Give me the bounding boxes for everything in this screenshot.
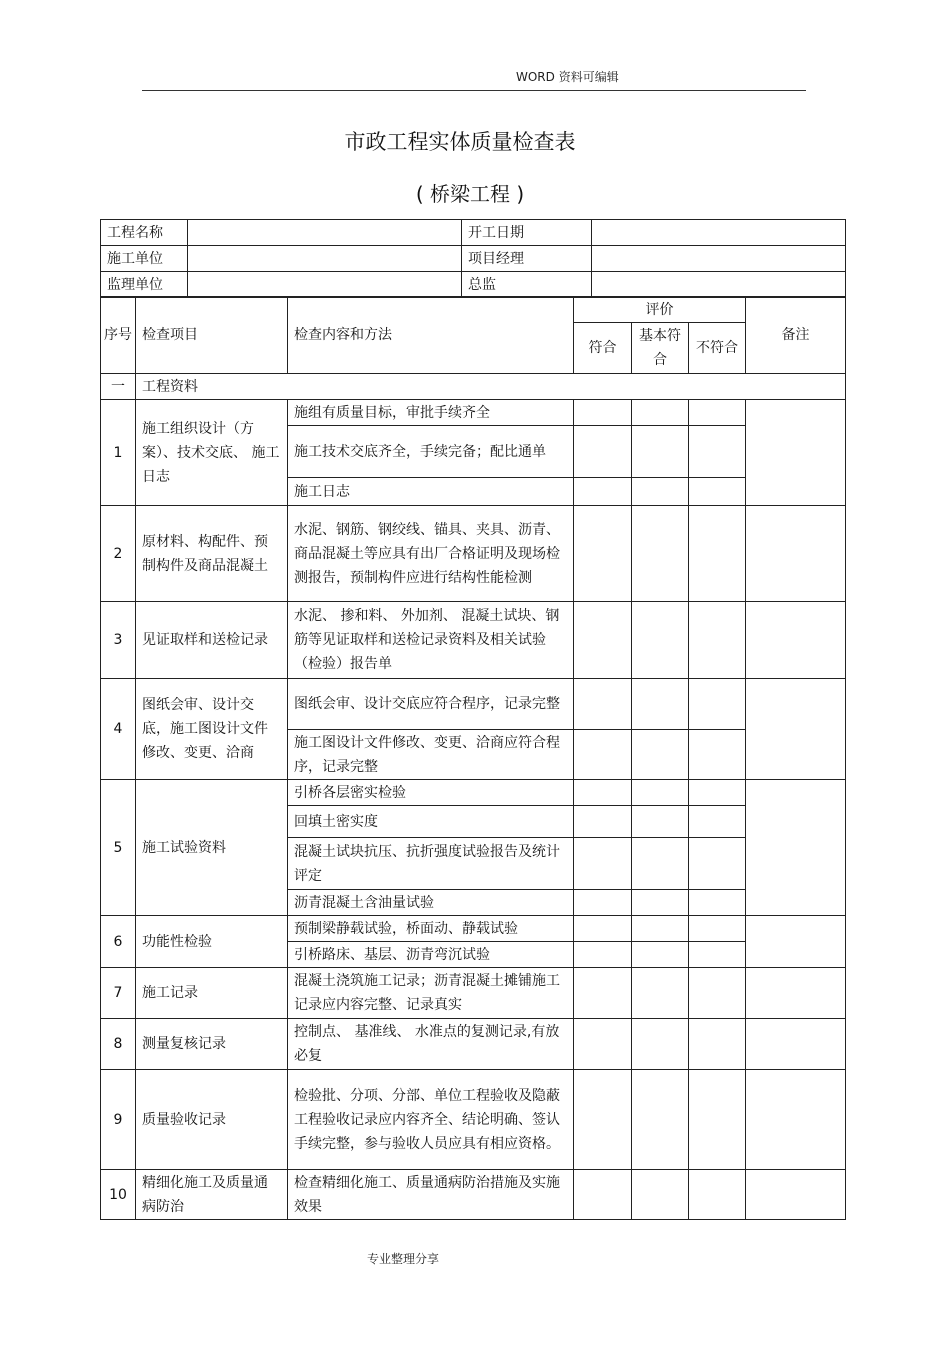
table-row <box>101 916 846 942</box>
check-content: 水泥、钢筋、钢绞线、锚具、夹具、沥青、商品混凝土等应具有出厂合格证明及现场检测报告，预制构件应进行结构性能检测 <box>288 506 574 602</box>
table-row <box>101 400 846 426</box>
not-conform-cell[interactable] <box>689 1070 746 1170</box>
section-row <box>101 374 846 400</box>
not-conform-cell[interactable] <box>689 426 746 478</box>
not-conform-cell[interactable] <box>689 838 746 890</box>
row-number: 3 <box>101 602 136 679</box>
check-item: 图纸会审、设计交底，施工图设计文件修改、变更、洽商 <box>136 679 288 780</box>
project-name-value[interactable] <box>188 220 462 246</box>
table-row <box>101 602 846 679</box>
row-number: 10 <box>101 1170 136 1220</box>
project-info-table <box>100 219 846 298</box>
conform-cell[interactable] <box>574 1019 632 1070</box>
basic-conform-cell[interactable] <box>632 1019 689 1070</box>
basic-conform-cell[interactable] <box>632 426 689 478</box>
check-content: 控制点、 基准线、 水准点的复测记录,有放必复 <box>288 1019 574 1070</box>
remarks-cell[interactable] <box>746 400 846 506</box>
row-number: 8 <box>101 1019 136 1070</box>
info-row <box>101 246 846 272</box>
not-conform-cell[interactable] <box>689 942 746 968</box>
check-content: 施组有质量目标，审批手续齐全 <box>288 400 574 426</box>
check-content: 引桥各层密实检验 <box>288 780 574 806</box>
page-subtitle: ( 桥梁工程 ) <box>415 182 525 206</box>
check-item: 施工试验资料 <box>136 780 288 916</box>
col-method-header: 检查内容和方法 <box>288 297 574 374</box>
table-row <box>101 1170 846 1220</box>
table-row <box>101 1019 846 1070</box>
remarks-cell[interactable] <box>746 1170 846 1220</box>
project-manager-value[interactable] <box>592 246 846 272</box>
page-title: 市政工程实体质量检查表 <box>344 130 576 154</box>
row-number: 1 <box>101 400 136 506</box>
not-conform-cell[interactable] <box>689 400 746 426</box>
check-content: 沥青混凝土含油量试验 <box>288 890 574 916</box>
basic-conform-cell[interactable] <box>632 1170 689 1220</box>
basic-conform-cell[interactable] <box>632 1070 689 1170</box>
not-conform-cell[interactable] <box>689 1019 746 1070</box>
row-number: 5 <box>101 780 136 916</box>
table-row <box>101 679 846 730</box>
conform-cell[interactable] <box>574 942 632 968</box>
supervision-unit-value[interactable] <box>188 272 462 298</box>
conform-cell[interactable] <box>574 478 632 506</box>
section-number: 一 <box>101 374 136 400</box>
table-row <box>101 1070 846 1170</box>
table-row <box>101 506 846 602</box>
row-number: 9 <box>101 1070 136 1170</box>
conform-cell[interactable] <box>574 1070 632 1170</box>
remarks-cell[interactable] <box>746 602 846 679</box>
remarks-cell[interactable] <box>746 916 846 968</box>
check-item: 测量复核记录 <box>136 1019 288 1070</box>
conform-cell[interactable] <box>574 890 632 916</box>
start-date-value[interactable] <box>592 220 846 246</box>
basic-conform-cell[interactable] <box>632 506 689 602</box>
basic-conform-cell[interactable] <box>632 838 689 890</box>
check-item: 功能性检验 <box>136 916 288 968</box>
section-title: 工程资料 <box>136 374 846 400</box>
not-conform-cell[interactable] <box>689 916 746 942</box>
check-content: 混凝土试块抗压、抗折强度试验报告及统计评定 <box>288 838 574 890</box>
check-item: 见证取样和送检记录 <box>136 602 288 679</box>
check-content: 施工图设计文件修改、变更、洽商应符合程序，记录完整 <box>288 730 574 780</box>
conform-cell[interactable] <box>574 780 632 806</box>
check-item: 施工组织设计（方案）、技术交底、 施工日志 <box>136 400 288 506</box>
row-number: 6 <box>101 916 136 968</box>
construction-unit-label: 施工单位 <box>101 246 188 272</box>
check-item: 质量验收记录 <box>136 1070 288 1170</box>
conform-cell[interactable] <box>574 602 632 679</box>
footer-note: 专业整理分享 <box>367 1252 440 1266</box>
conform-cell[interactable] <box>574 400 632 426</box>
chief-supervisor-label: 总监 <box>462 272 592 298</box>
check-item: 精细化施工及质量通病防治 <box>136 1170 288 1220</box>
not-conform-cell[interactable] <box>689 506 746 602</box>
conform-cell[interactable] <box>574 968 632 1019</box>
basic-conform-cell[interactable] <box>632 806 689 838</box>
check-content: 检验批、分项、分部、单位工程验收及隐蔽工程验收记录应内容齐全、结论明确、签认手续完整，参与验收人员应具有相应资格。 <box>288 1070 574 1170</box>
basic-conform-cell[interactable] <box>632 602 689 679</box>
remarks-cell[interactable] <box>746 1070 846 1170</box>
conform-cell[interactable] <box>574 506 632 602</box>
basic-conform-cell[interactable] <box>632 916 689 942</box>
basic-conform-cell[interactable] <box>632 478 689 506</box>
col-remarks-header: 备注 <box>746 297 846 374</box>
check-content: 混凝土浇筑施工记录；沥青混凝土摊铺施工记录应内容完整、记录真实 <box>288 968 574 1019</box>
not-conform-cell[interactable] <box>689 1170 746 1220</box>
conform-cell[interactable] <box>574 426 632 478</box>
not-conform-cell[interactable] <box>689 968 746 1019</box>
row-number: 2 <box>101 506 136 602</box>
col-conform-header: 符合 <box>574 323 632 374</box>
check-content: 施工日志 <box>288 478 574 506</box>
table-row <box>101 780 846 806</box>
project-manager-label: 项目经理 <box>462 246 592 272</box>
check-content: 回填土密实度 <box>288 806 574 838</box>
chief-supervisor-value[interactable] <box>592 272 846 298</box>
start-date-label: 开工日期 <box>462 220 592 246</box>
not-conform-cell[interactable] <box>689 806 746 838</box>
inspection-table <box>100 296 846 1220</box>
not-conform-cell[interactable] <box>689 780 746 806</box>
col-not-conform-header: 不符合 <box>689 323 746 374</box>
check-content: 检查精细化施工、质量通病防治措施及实施效果 <box>288 1170 574 1220</box>
remarks-cell[interactable] <box>746 780 846 916</box>
conform-cell[interactable] <box>574 1170 632 1220</box>
basic-conform-cell[interactable] <box>632 942 689 968</box>
not-conform-cell[interactable] <box>689 602 746 679</box>
row-number: 7 <box>101 968 136 1019</box>
check-content: 施工技术交底齐全，手续完备；配比通单 <box>288 426 574 478</box>
check-content: 图纸会审、设计交底应符合程序，记录完整 <box>288 679 574 730</box>
conform-cell[interactable] <box>574 806 632 838</box>
conform-cell[interactable] <box>574 838 632 890</box>
info-row <box>101 272 846 298</box>
col-basic-conform-header: 基本符合 <box>632 323 689 374</box>
basic-conform-cell[interactable] <box>632 400 689 426</box>
basic-conform-cell[interactable] <box>632 890 689 916</box>
basic-conform-cell[interactable] <box>632 730 689 780</box>
remarks-cell[interactable] <box>746 679 846 780</box>
check-content: 引桥路床、基层、沥青弯沉试验 <box>288 942 574 968</box>
check-item: 原材料、构配件、预制构件及商品混凝土 <box>136 506 288 602</box>
check-content: 水泥、 掺和料、 外加剂、 混凝土试块、钢筋等见证取样和送检记录资料及相关试验（检验）报告单 <box>288 602 574 679</box>
check-item: 施工记录 <box>136 968 288 1019</box>
not-conform-cell[interactable] <box>689 679 746 730</box>
row-number: 4 <box>101 679 136 780</box>
remarks-cell[interactable] <box>746 968 846 1019</box>
basic-conform-cell[interactable] <box>632 679 689 730</box>
table-row <box>101 968 846 1019</box>
header-note: WORD 资料可编辑 <box>516 70 619 84</box>
conform-cell[interactable] <box>574 679 632 730</box>
basic-conform-cell[interactable] <box>632 780 689 806</box>
not-conform-cell[interactable] <box>689 478 746 506</box>
basic-conform-cell[interactable] <box>632 968 689 1019</box>
supervision-unit-label: 监理单位 <box>101 272 188 298</box>
col-item-header: 检查项目 <box>136 297 288 374</box>
conform-cell[interactable] <box>574 730 632 780</box>
project-name-label: 工程名称 <box>101 220 188 246</box>
not-conform-cell[interactable] <box>689 890 746 916</box>
info-row <box>101 220 846 246</box>
header-row <box>101 297 846 323</box>
remarks-cell[interactable] <box>746 1019 846 1070</box>
remarks-cell[interactable] <box>746 506 846 602</box>
header-divider <box>142 90 806 91</box>
col-evaluation-header: 评价 <box>574 297 746 323</box>
conform-cell[interactable] <box>574 916 632 942</box>
construction-unit-value[interactable] <box>188 246 462 272</box>
check-content: 预制梁静载试验，桥面动、静载试验 <box>288 916 574 942</box>
col-seq-header: 序号 <box>101 297 136 374</box>
not-conform-cell[interactable] <box>689 730 746 780</box>
